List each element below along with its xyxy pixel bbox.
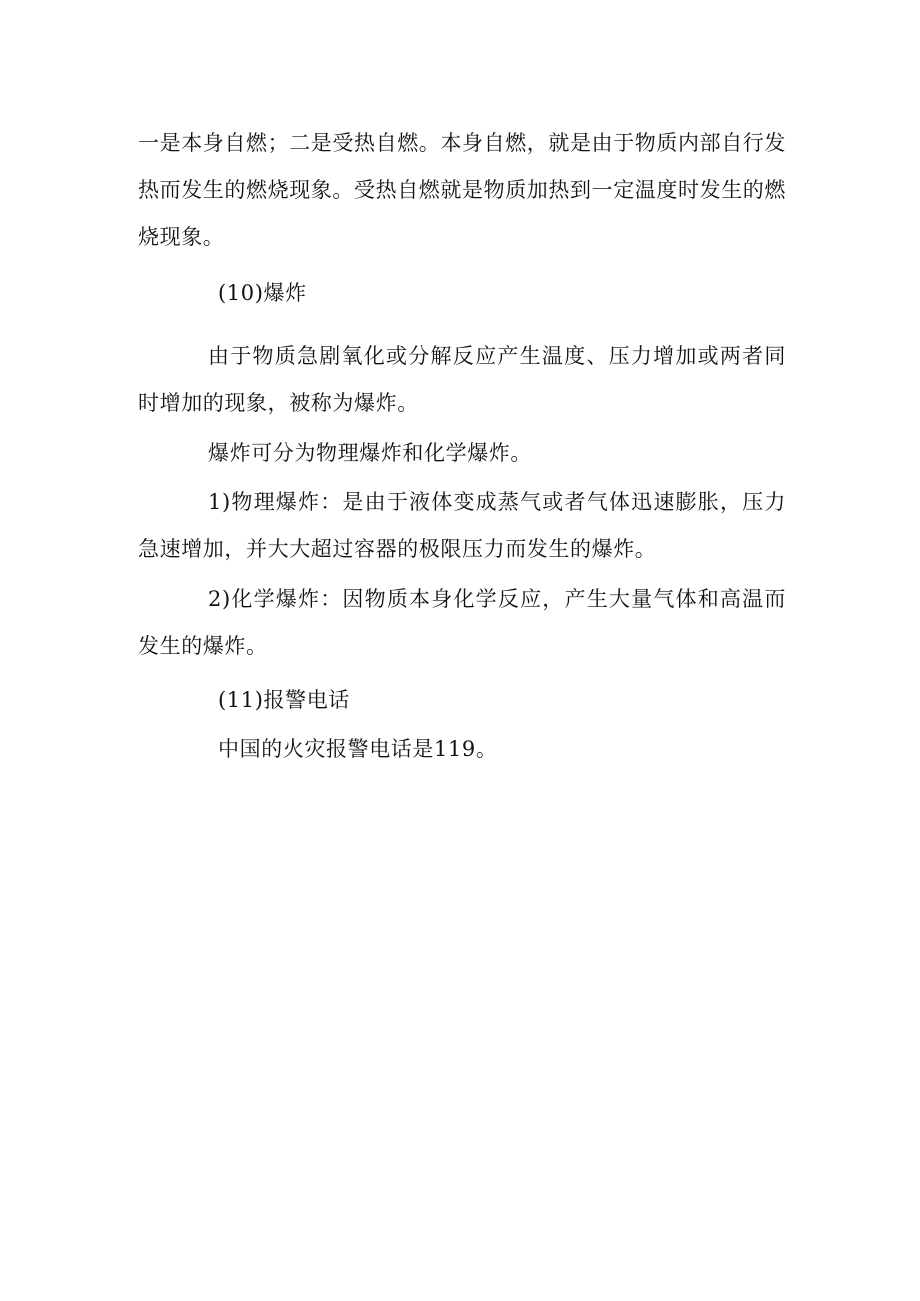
paragraph-fire-alarm-number: 中国的火灾报警电话是119。 — [218, 737, 498, 761]
paragraph-physical-explosion: 1)物理爆炸：是由于液体变成蒸气或者气体迅速膨胀，压力急速增加，并大大超过容器的极限压力而发生的爆炸。 — [138, 490, 786, 561]
paragraph-explosion-types: 爆炸可分为物理爆炸和化学爆炸。 — [208, 441, 532, 465]
section-heading-alarm-phone: (11)报警电话 — [218, 688, 350, 712]
paragraph-explosion-definition: 由于物质急剧氧化或分解反应产生温度、压力增加或两者同时增加的现象，被称为爆炸。 — [138, 344, 786, 415]
section-heading-explosion: (10)爆炸 — [218, 281, 307, 305]
paragraph-self-ignition: 一是本身自燃；二是受热自燃。本身自燃，就是由于物质内部自行发热而发生的燃烧现象。受热自燃就是物质加热到一定温度时发生的燃烧现象。 — [138, 131, 786, 249]
paragraph-chemical-explosion: 2)化学爆炸：因物质本身化学反应，产生大量气体和高温而发生的爆炸。 — [138, 587, 786, 658]
